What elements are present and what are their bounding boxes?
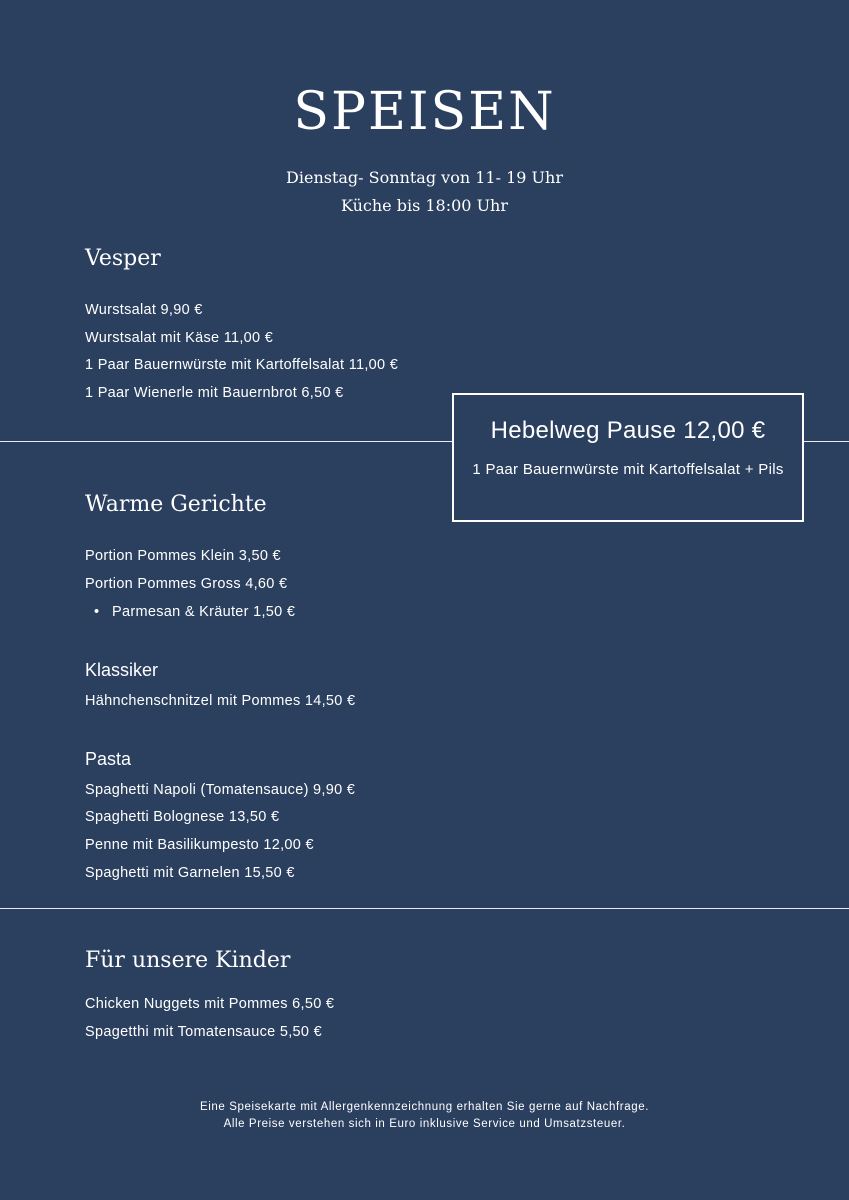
promo-title: Hebelweg Pause 12,00 € xyxy=(490,417,766,444)
menu-item: Portion Pommes Klein 3,50 € xyxy=(85,548,281,564)
menu-item: Portion Pommes Gross 4,60 € xyxy=(85,576,288,592)
footer-allergen-note: Eine Speisekarte mit Allergenkennzeichnung erhalten Sie gerne auf Nachfrage. xyxy=(200,1101,649,1113)
promo-box xyxy=(452,393,804,522)
menu-item: Hähnchenschnitzel mit Pommes 14,50 € xyxy=(85,693,356,709)
subheading-klassiker: Klassiker xyxy=(85,660,159,680)
menu-item: Penne mit Basilikumpesto 12,00 € xyxy=(85,837,314,853)
subheading-pasta: Pasta xyxy=(85,749,132,769)
menu-item: 1 Paar Wienerle mit Bauernbrot 6,50 € xyxy=(85,385,344,401)
menu-item: Wurstsalat 9,90 € xyxy=(85,302,203,318)
kitchen-hours: Küche bis 18:00 Uhr xyxy=(340,196,508,215)
menu-item: Chicken Nuggets mit Pommes 6,50 € xyxy=(85,996,335,1012)
section-divider xyxy=(0,908,849,909)
opening-hours: Dienstag- Sonntag von 11- 19 Uhr xyxy=(286,168,563,187)
menu-item: Wurstsalat mit Käse 11,00 € xyxy=(85,330,274,346)
section-heading-vesper: Vesper xyxy=(85,246,161,271)
bullet-icon: • xyxy=(94,604,100,620)
section-heading-warme-gerichte: Warme Gerichte xyxy=(85,492,267,517)
section-heading-kinder: Für unsere Kinder xyxy=(85,948,291,973)
menu-item: Spaghetti Napoli (Tomatensauce) 9,90 € xyxy=(85,782,356,798)
menu-item: Spaghetti Bolognese 13,50 € xyxy=(85,809,280,825)
menu-item: 1 Paar Bauernwürste mit Kartoffelsalat 11,00 € xyxy=(85,357,399,373)
menu-item: Spagetthi mit Tomatensauce 5,50 € xyxy=(85,1024,322,1040)
menu-item-extra xyxy=(94,604,295,620)
menu-item-extra-label: Parmesan & Kräuter 1,50 € xyxy=(112,604,296,620)
page-title: SPEISEN xyxy=(293,82,556,142)
menu-item: Spaghetti mit Garnelen 15,50 € xyxy=(85,865,295,881)
promo-description: 1 Paar Bauernwürste mit Kartoffelsalat + Pils xyxy=(472,461,784,478)
footer-price-note: Alle Preise verstehen sich in Euro inklusive Service und Umsatzsteuer. xyxy=(223,1118,626,1130)
